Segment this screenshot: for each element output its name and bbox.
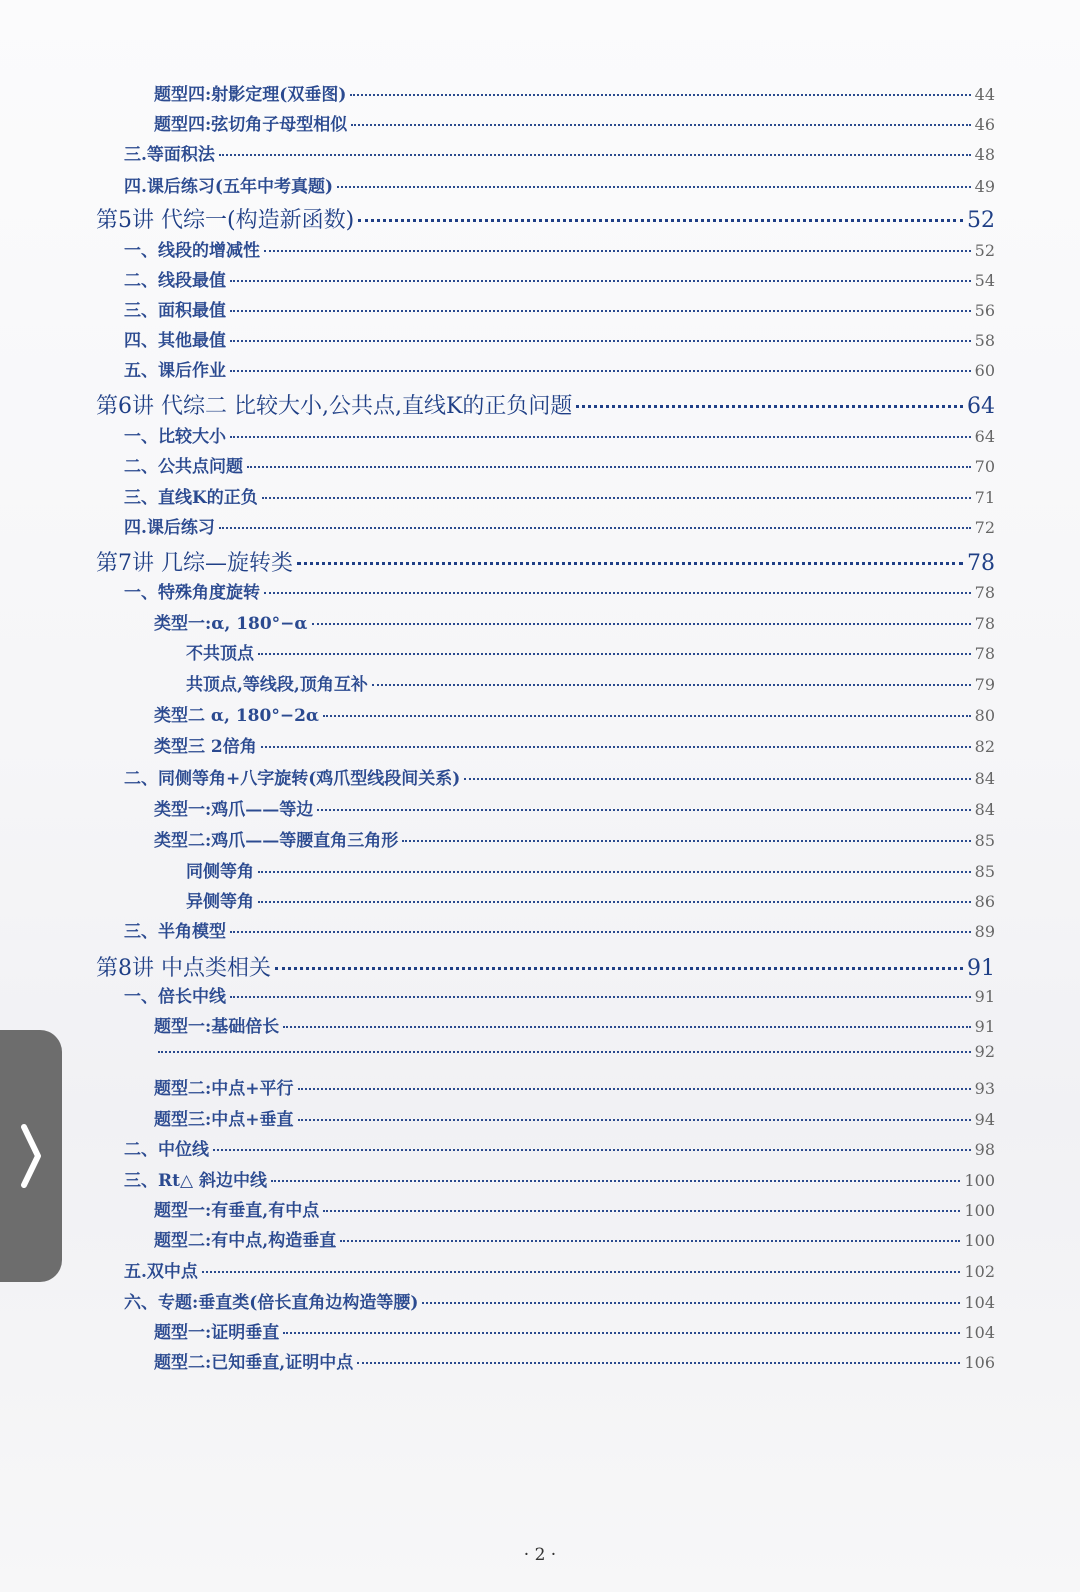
dot-leader <box>358 219 963 222</box>
toc-entry-page-number: 82 <box>974 737 995 756</box>
dot-leader <box>219 527 971 529</box>
toc-entry-title: 五.双中点 <box>124 1262 198 1282</box>
toc-entry-page-number: 46 <box>974 115 995 134</box>
page-footer-number: · 2 · <box>523 1545 557 1565</box>
toc-entry-sub[interactable] <box>154 1074 995 1099</box>
toc-entry-chapter[interactable] <box>96 546 995 577</box>
toc-entry-title: 题型一:基础倍长 <box>154 1017 280 1037</box>
toc-entry-sub[interactable] <box>154 1226 995 1251</box>
toc-entry-title: 二、同侧等角+八字旋转(鸡爪型线段间关系) <box>124 769 461 789</box>
toc-entry-sub[interactable] <box>154 1105 995 1130</box>
dot-leader <box>213 1149 971 1151</box>
dot-leader <box>230 931 971 933</box>
toc-entry-page-number: 64 <box>974 427 995 446</box>
toc-entry-sub[interactable] <box>154 80 995 105</box>
dot-leader <box>261 746 971 748</box>
dot-leader <box>230 996 971 998</box>
toc-entry-title: 类型二 α, 180°−2α <box>154 706 319 726</box>
toc-entry-sub[interactable] <box>154 795 995 820</box>
toc-entry-section[interactable] <box>124 513 995 538</box>
toc-entry-title: 一、线段的增减性 <box>124 241 260 261</box>
toc-entry-title: 类型三 2倍角 <box>154 737 257 757</box>
toc-entry-title: 第8讲 中点类相关 <box>96 956 271 981</box>
toc-entry-page-number: 104 <box>964 1323 995 1342</box>
toc-entry-page-number: 100 <box>964 1201 995 1220</box>
toc-entry-page-number: 49 <box>974 177 995 196</box>
dot-leader <box>247 466 971 468</box>
toc-entry-section[interactable] <box>124 917 995 942</box>
toc-entry-page-number: 64 <box>967 394 995 419</box>
toc-entry-section[interactable] <box>124 422 995 447</box>
dot-leader <box>372 684 971 686</box>
toc-entry-page-number: 85 <box>974 831 995 850</box>
toc-entry-title: 异侧等角 <box>186 892 254 912</box>
toc-entry-section[interactable] <box>124 578 995 603</box>
dot-leader <box>464 778 970 780</box>
toc-entry-section[interactable] <box>124 1257 995 1282</box>
toc-entry-title: 一、倍长中线 <box>124 987 226 1007</box>
toc-entry-title: 二、公共点问题 <box>124 457 243 477</box>
dot-leader <box>351 124 970 126</box>
toc-entry-section[interactable] <box>124 236 995 261</box>
toc-entry-page-number: 86 <box>974 892 995 911</box>
toc-entry-section[interactable] <box>124 356 995 381</box>
dot-leader <box>422 1302 960 1304</box>
toc-entry-title: 题型四:弦切角子母型相似 <box>154 115 348 135</box>
toc-entry-page-number: 79 <box>974 675 995 694</box>
toc-entry-section[interactable] <box>124 296 995 321</box>
toc-entry-title: 不共顶点 <box>186 644 254 664</box>
dot-leader <box>297 562 963 565</box>
toc-entry-page-number: 92 <box>974 1042 995 1061</box>
toc-entry-section[interactable] <box>124 1288 995 1313</box>
toc-entry-page-number: 70 <box>974 457 995 476</box>
toc-entry-title: 第6讲 代综二 比较大小,公共点,直线K的正负问题 <box>96 394 573 419</box>
toc-entry-title: 题型四:射影定理(双垂图) <box>154 85 347 105</box>
toc-entry-title: 题型二:已知垂直,证明中点 <box>154 1353 354 1373</box>
toc-entry-section[interactable] <box>124 266 995 291</box>
dot-leader <box>262 497 971 499</box>
dot-leader <box>317 809 970 811</box>
toc-entry-title: 三、面积最值 <box>124 301 226 321</box>
toc-entry-sub[interactable] <box>154 1318 995 1343</box>
dot-leader <box>230 340 971 342</box>
toc-entry-section[interactable] <box>124 172 995 197</box>
toc-entry-title: 类型二:鸡爪——等腰直角三角形 <box>154 831 399 851</box>
toc-entry-page-number: 100 <box>964 1231 995 1250</box>
toc-entry-page-number: 72 <box>974 518 995 537</box>
dot-leader <box>258 653 971 655</box>
toc-entry-title: 三、半角模型 <box>124 922 226 942</box>
toc-entry-page-number: 58 <box>974 331 995 350</box>
toc-entry-page-number: 60 <box>974 361 995 380</box>
toc-entry-section[interactable] <box>124 982 995 1007</box>
toc-entry-section[interactable] <box>124 764 995 789</box>
toc-entry-chapter[interactable] <box>96 203 995 234</box>
toc-entry-title: 二、中位线 <box>124 1140 209 1160</box>
toc-entry-page-number: 48 <box>974 145 995 164</box>
dot-leader <box>402 840 970 842</box>
dot-leader <box>576 405 963 408</box>
toc-entry-title: 类型一:α, 180°−α <box>154 614 308 634</box>
toc-entry-title: 一、比较大小 <box>124 427 226 447</box>
toc-entry-sub[interactable] <box>154 1012 995 1037</box>
toc-entry-section[interactable] <box>124 452 995 477</box>
toc-entry-page-number: 78 <box>974 644 995 663</box>
toc-entry-page-number: 44 <box>974 85 995 104</box>
toc-entry-title: 题型二:中点+平行 <box>154 1079 294 1099</box>
toc-entry-page-number: 93 <box>974 1079 995 1098</box>
toc-entry-page-number: 71 <box>974 488 995 507</box>
dot-leader <box>283 1026 970 1028</box>
toc-entry-page-number: 84 <box>974 800 995 819</box>
toc-entry-sub[interactable] <box>154 732 995 757</box>
toc-entry-title: 二、线段最值 <box>124 271 226 291</box>
toc-entry-page-number: 89 <box>974 922 995 941</box>
dot-leader <box>323 715 971 717</box>
toc-entry-page-number: 80 <box>974 706 995 725</box>
toc-entry-sub[interactable] <box>154 609 995 634</box>
dot-leader <box>340 1240 960 1242</box>
dot-leader <box>230 370 971 372</box>
dot-leader <box>258 901 971 903</box>
toc-entry-title: 三、Rt△ 斜边中线 <box>124 1171 267 1191</box>
dot-leader <box>271 1180 960 1182</box>
dot-leader <box>264 250 971 252</box>
toc-entry-title: 题型一:证明垂直 <box>154 1323 280 1343</box>
toc-entry-subsub[interactable] <box>186 857 995 882</box>
toc-entry-section[interactable] <box>124 483 995 508</box>
toc-entry-page-number: 94 <box>974 1110 995 1129</box>
toc-entry-subsub[interactable] <box>186 887 995 912</box>
toc-entry-page-number: 85 <box>974 862 995 881</box>
toc-entry-page-number: 52 <box>974 241 995 260</box>
toc-entry-title: 同侧等角 <box>186 862 254 882</box>
dot-leader <box>298 1119 971 1121</box>
toc-entry-page-number: 91 <box>974 987 995 1006</box>
toc-entry-page-number: 106 <box>964 1353 995 1372</box>
toc-entry-title: 题型一:有垂直,有中点 <box>154 1201 320 1221</box>
dot-leader <box>219 154 971 156</box>
toc-entry-page-number: 78 <box>967 551 995 576</box>
toc-entry-section[interactable] <box>124 326 995 351</box>
dot-leader <box>350 94 970 96</box>
toc-entry-section[interactable] <box>124 1166 995 1191</box>
toc-entry-title: 类型一:鸡爪——等边 <box>154 800 314 820</box>
toc-entry-sub[interactable] <box>154 701 995 726</box>
toc-entry-title: 四.课后练习(五年中考真题) <box>124 177 334 197</box>
dot-leader <box>357 1362 960 1364</box>
toc-entry-page-number: 52 <box>967 208 995 233</box>
toc-entry-page-number: 78 <box>974 614 995 633</box>
dot-leader <box>275 967 963 970</box>
toc-entry-chapter[interactable] <box>96 389 995 420</box>
toc-entry-subsub[interactable] <box>186 639 995 664</box>
dot-leader <box>158 1051 971 1053</box>
toc-entry-chapter[interactable] <box>96 951 995 982</box>
dot-leader <box>230 310 971 312</box>
toc-entry-sub[interactable] <box>154 110 995 135</box>
toc-entry-title: 四.课后练习 <box>124 518 215 538</box>
dot-leader <box>283 1332 960 1334</box>
toc-entry-title: 五、课后作业 <box>124 361 226 381</box>
chevron-right-icon <box>18 1121 44 1191</box>
toc-entry-subsub[interactable] <box>186 670 995 695</box>
toc-entry-page-number: 84 <box>974 769 995 788</box>
toc-entry-sub[interactable] <box>154 1196 995 1221</box>
toc-entry-page-number: 100 <box>964 1171 995 1190</box>
toc-entry-title: 第5讲 代综一(构造新函数) <box>96 208 355 233</box>
toc-entry-section[interactable] <box>124 140 995 165</box>
toc-entry-page-number: 91 <box>974 1017 995 1036</box>
toc-entry-title: 四、其他最值 <box>124 331 226 351</box>
toc-entry-sub[interactable] <box>154 826 995 851</box>
dot-leader <box>202 1271 961 1273</box>
toc-entry-page-number: 98 <box>974 1140 995 1159</box>
dot-leader <box>230 280 971 282</box>
toc-entry-title: 三.等面积法 <box>124 145 215 165</box>
dot-leader <box>264 592 971 594</box>
toc-entry-page-number: 91 <box>967 956 995 981</box>
dot-leader <box>230 436 971 438</box>
dot-leader <box>298 1088 971 1090</box>
toc-entry-title: 题型三:中点+垂直 <box>154 1110 294 1130</box>
toc-entry-page-number: 78 <box>974 583 995 602</box>
dot-leader <box>312 623 971 625</box>
toc-entry-title: 三、直线K的正负 <box>124 488 258 508</box>
dot-leader <box>337 186 971 188</box>
toc-entry-title: 题型二:有中点,构造垂直 <box>154 1231 337 1251</box>
toc-entry-page-number: 56 <box>974 301 995 320</box>
toc-entry-page-number: 104 <box>964 1293 995 1312</box>
toc-entry-sub[interactable] <box>154 1042 995 1061</box>
toc-entry-page-number: 102 <box>964 1262 995 1281</box>
toc-entry-title: 一、特殊角度旋转 <box>124 583 260 603</box>
toc-entry-title: 六、专题:垂直类(倍长直角边构造等腰) <box>124 1293 419 1313</box>
dot-leader <box>258 871 971 873</box>
toc-entry-sub[interactable] <box>154 1348 995 1373</box>
toc-entry-title: 第7讲 几综—旋转类 <box>96 551 293 576</box>
dot-leader <box>323 1210 960 1212</box>
toc-entry-title: 共顶点,等线段,顶角互补 <box>186 675 368 695</box>
toc-entry-page-number: 54 <box>974 271 995 290</box>
next-page-tab[interactable] <box>0 1030 62 1282</box>
toc-entry-section[interactable] <box>124 1135 995 1160</box>
